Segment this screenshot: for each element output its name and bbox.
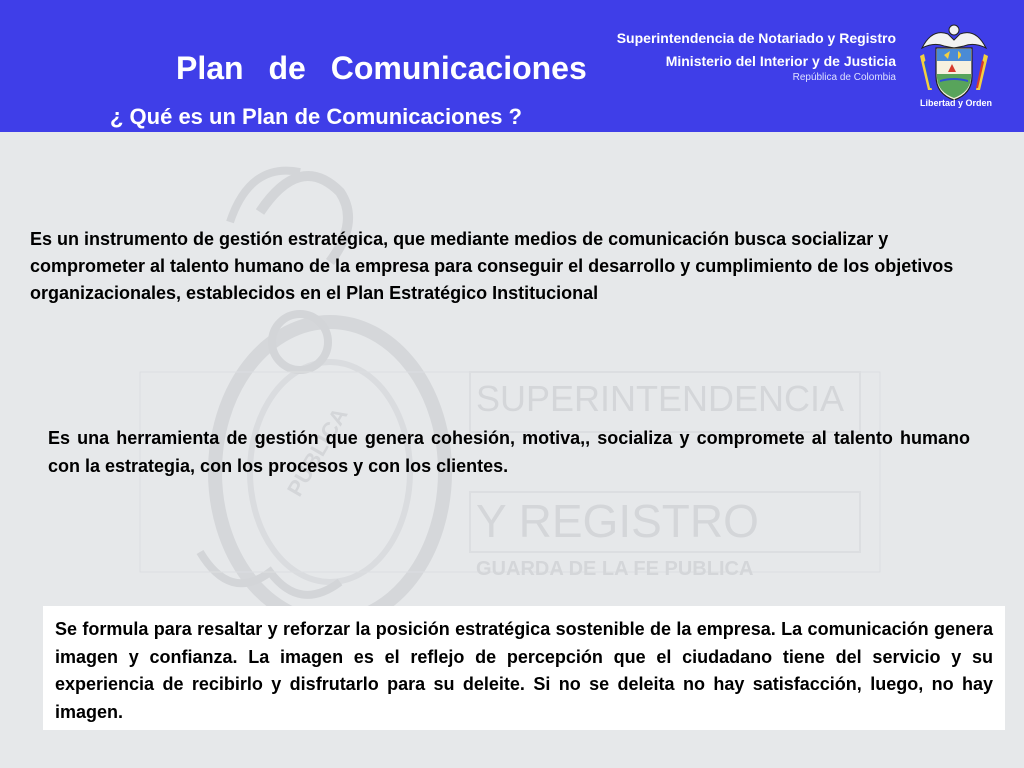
motto-text: Libertad y Orden [920,98,993,108]
definition-paragraph: Es un instrumento de gestión estratégica, que mediante medios de comunicación busca socializar y comprometer al talento humano de la empresa para conseguir el desarrollo y cumplimiento de los objetivos organizacionales, establecidos en el Plan Estratégico Institucional [30,229,954,303]
watermark-line-2: Y REGISTRO [476,495,759,547]
ministry-name: Ministerio del Interior y de Justicia [665,53,896,69]
watermark-line-3: GUARDA DE LA FE PUBLICA [476,558,754,580]
page-subtitle: ¿ Qué es un Plan de Comunicaciones ? [110,104,522,129]
tool-paragraph: Es una herramienta de gestión que genera cohesión, motiva,, socializa y compromete al talento humano con la estrategia, con los procesos y con los clientes. [48,428,970,476]
organization-name: Superintendencia de Notariado y Registro [616,30,896,46]
page-title: Plan de Comunicaciones [176,50,587,86]
country-name: República de Colombia [792,72,896,83]
watermark-seal-text: PUBLICA [282,403,353,501]
watermark-line-1: SUPERINTENDENCIA [476,378,845,419]
header-banner [0,0,1024,132]
purpose-paragraph: Se formula para resaltar y reforzar la posición estratégica sostenible de la empresa. La comunicación genera imagen y confianza. La imagen es el reflejo de percepción que el ciudadano tiene del servicio y su experiencia de recibirlo y disfrutarlo para su deleite. Si no se deleita no hay satisfacción, luego, no hay imagen. [55,619,993,722]
